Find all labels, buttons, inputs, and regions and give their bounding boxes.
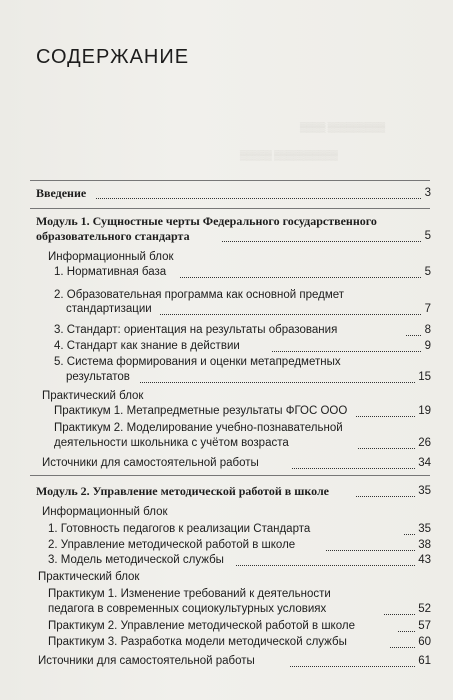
- toc-page-number: 5: [424, 230, 431, 242]
- toc-page-number: 57: [418, 620, 431, 632]
- toc-item-label: 2. Управление методической работой в школе: [48, 539, 296, 551]
- toc-item-label: педагога в современных социокультурных условиях: [48, 603, 327, 615]
- toc-page-number: 26: [418, 437, 431, 449]
- toc-page-number: 43: [418, 554, 431, 566]
- module-title-line: Модуль 2. Управление методической работой в школе: [36, 484, 330, 498]
- divider: [30, 180, 430, 181]
- leader-dots: [290, 665, 415, 667]
- toc-item-label: Практикум 1. Метапредметные результаты ФГОС ООО: [54, 405, 348, 417]
- toc-item-label: деятельности школьника с учётом возраста: [54, 437, 289, 449]
- block-label: Практический блок: [42, 390, 144, 402]
- bleed-through-text: ▒▒▒▒▒▒▒▒▒ ▒▒▒▒: [300, 122, 386, 132]
- leader-dots: [272, 350, 421, 352]
- block-label: Практический блок: [38, 571, 140, 583]
- leader-dots: [398, 630, 415, 632]
- leader-dots: [358, 447, 415, 449]
- module-title-line: образовательного стандарта: [36, 229, 190, 243]
- leader-dots: [356, 495, 415, 497]
- leader-dots: [222, 240, 421, 242]
- block-label: Информационный блок: [42, 506, 168, 518]
- leader-dots: [96, 197, 421, 199]
- toc-page-number: 5: [424, 266, 431, 278]
- leader-dots: [406, 334, 421, 336]
- divider: [30, 475, 430, 476]
- toc-item-label: Практикум 1. Изменение требований к деятельности: [48, 588, 331, 600]
- toc-page-number: 3: [424, 187, 431, 199]
- leader-dots: [404, 533, 415, 535]
- leader-dots: [140, 381, 415, 383]
- toc-page-number: 19: [418, 405, 431, 417]
- toc-item-label: 1. Готовность педагогов к реализации Стандарта: [48, 523, 311, 535]
- toc-item-label: 3. Модель методической службы: [48, 554, 224, 566]
- toc-page-number: 38: [418, 539, 431, 551]
- toc-page-number: 15: [418, 371, 431, 383]
- toc-item-label: Источники для самостоятельной работы: [38, 655, 255, 667]
- leader-dots: [180, 276, 421, 278]
- toc-item-label: 5. Система формирования и оценки метапредметных: [54, 356, 341, 368]
- leader-dots: [356, 415, 415, 417]
- toc-item-label: 2. Образовательная программа как основной предмет: [54, 289, 345, 301]
- bleed-through-text: ▒▒▒▒▒▒▒▒▒▒ ▒▒▒▒▒: [240, 150, 338, 160]
- toc-page-number: 35: [418, 523, 431, 535]
- toc-item-label: стандартизации: [66, 303, 152, 315]
- divider: [30, 208, 430, 209]
- toc-page-number: 9: [424, 340, 431, 352]
- toc-item-label: результатов: [66, 371, 130, 383]
- leader-dots: [236, 564, 415, 566]
- toc-page-number: 60: [418, 636, 431, 648]
- toc-item-label: Практикум 3. Разработка модели методической службы: [48, 636, 347, 648]
- toc-item-label: 1. Нормативная база: [54, 266, 167, 278]
- leader-dots: [292, 467, 415, 469]
- toc-item-label: 3. Стандарт: ориентация на результаты образования: [54, 324, 338, 336]
- toc-item-label: 4. Стандарт как знание в действии: [54, 340, 240, 352]
- toc-page-number: 7: [424, 303, 431, 315]
- leader-dots: [160, 313, 421, 315]
- toc-entry-label: Введение: [36, 186, 87, 200]
- leader-dots: [390, 646, 415, 648]
- toc-page-number: 35: [418, 485, 431, 497]
- leader-dots: [326, 549, 415, 551]
- toc-item-label: Практикум 2. Управление методической работой в школе: [48, 620, 355, 632]
- toc-page-number: 61: [418, 655, 431, 667]
- module-title-line: Модуль 1. Сущностные черты Федерального государственного: [36, 214, 377, 228]
- leader-dots: [384, 613, 415, 615]
- toc-item-label: Практикум 2. Моделирование учебно-познавательной: [54, 422, 343, 434]
- page-title: СОДЕРЖАНИЕ: [36, 46, 190, 68]
- toc-item-label: Источники для самостоятельной работы: [42, 457, 259, 469]
- toc-page-number: 8: [424, 324, 431, 336]
- toc-page-number: 52: [418, 603, 431, 615]
- block-label: Информационный блок: [48, 251, 174, 263]
- toc-page-number: 34: [418, 457, 431, 469]
